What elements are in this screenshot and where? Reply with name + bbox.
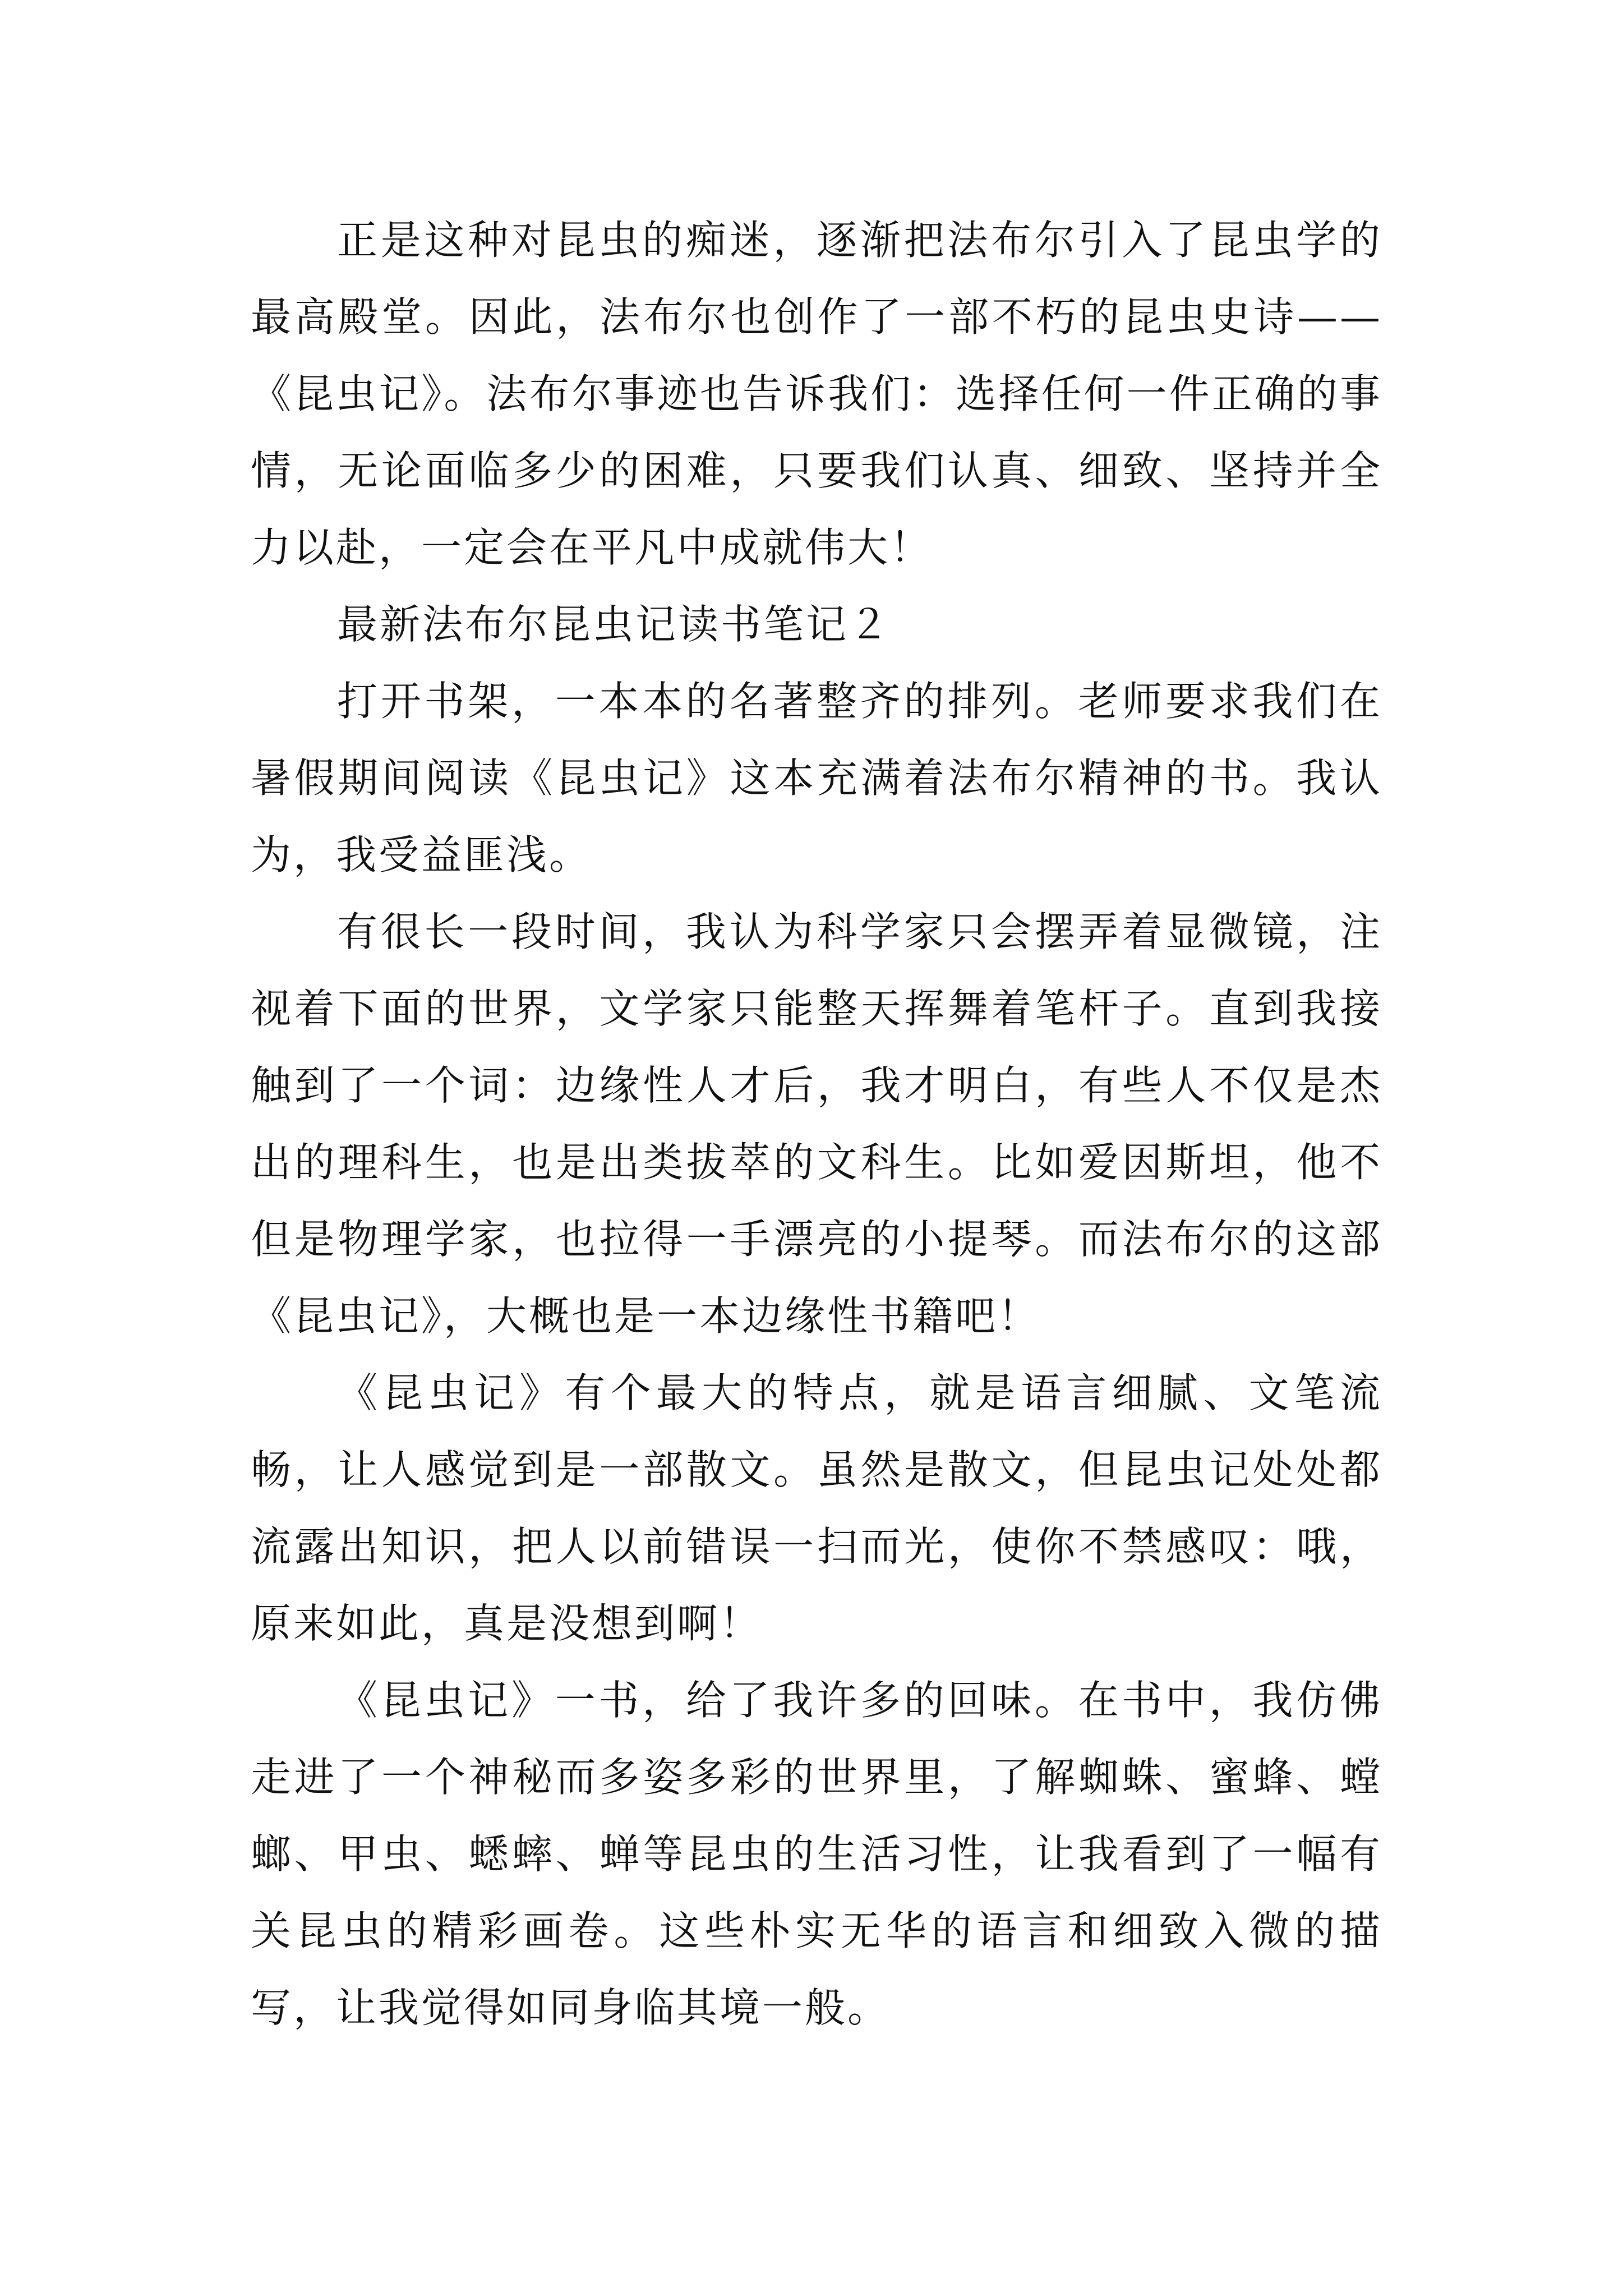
body-paragraph-4: 《昆虫记》一书，给了我许多的回味。在书中，我仿佛走进了一个神秘而多姿多彩的世界里，了解蜘蛛、蜜蜂、螳螂、甲虫、蟋蟀、蝉等昆虫的生活习性，让我看到了一幅有关昆虫的精彩画卷。这些朴实无华的语言和细致入微的描写，让我觉得如同身临其境一般。 [251, 1677, 1382, 2031]
body-paragraph-3: 《昆虫记》有个最大的特点，就是语言细腻、文笔流畅，让人感觉到是一部散文。虽然是散文，但昆虫记处处都流露出知识，把人以前错误一扫而光，使你不禁感叹：哦，原来如此，真是没想到啊！ [251, 1369, 1382, 1647]
document-body [251, 202, 1382, 2046]
section-title: 最新法布尔昆虫记读书笔记２ [337, 601, 892, 648]
body-paragraph-2: 有很长一段时间，我认为科学家只会摆弄着显微镜，注视着下面的世界，文学家只能整天挥舞着笔杆子。直到我接触到了一个词：边缘性人才后，我才明白，有些人不仅是杰出的理科生，也是出类拔萃的文科生。比如爱因斯坦，他不但是物理学家，也拉得一手漂亮的小提琴。而法布尔的这部《昆虫记》，大概也是一本边缘性书籍吧！ [251, 908, 1382, 1340]
intro-paragraph: 正是这种对昆虫的痴迷，逐渐把法布尔引入了昆虫学的最高殿堂。因此，法布尔也创作了一部不朽的昆虫史诗——《昆虫记》。法布尔事迹也告诉我们：选择任何一件正确的事情，无论面临多少的困难，只要我们认真、细致、坚持并全力以赴，一定会在平凡中成就伟大！ [251, 217, 1382, 571]
body-paragraph-1: 打开书架，一本本的名著整齐的排列。老师要求我们在暑假期间阅读《昆虫记》这本充满着法布尔精神的书。我认为，我受益匪浅。 [251, 678, 1382, 878]
